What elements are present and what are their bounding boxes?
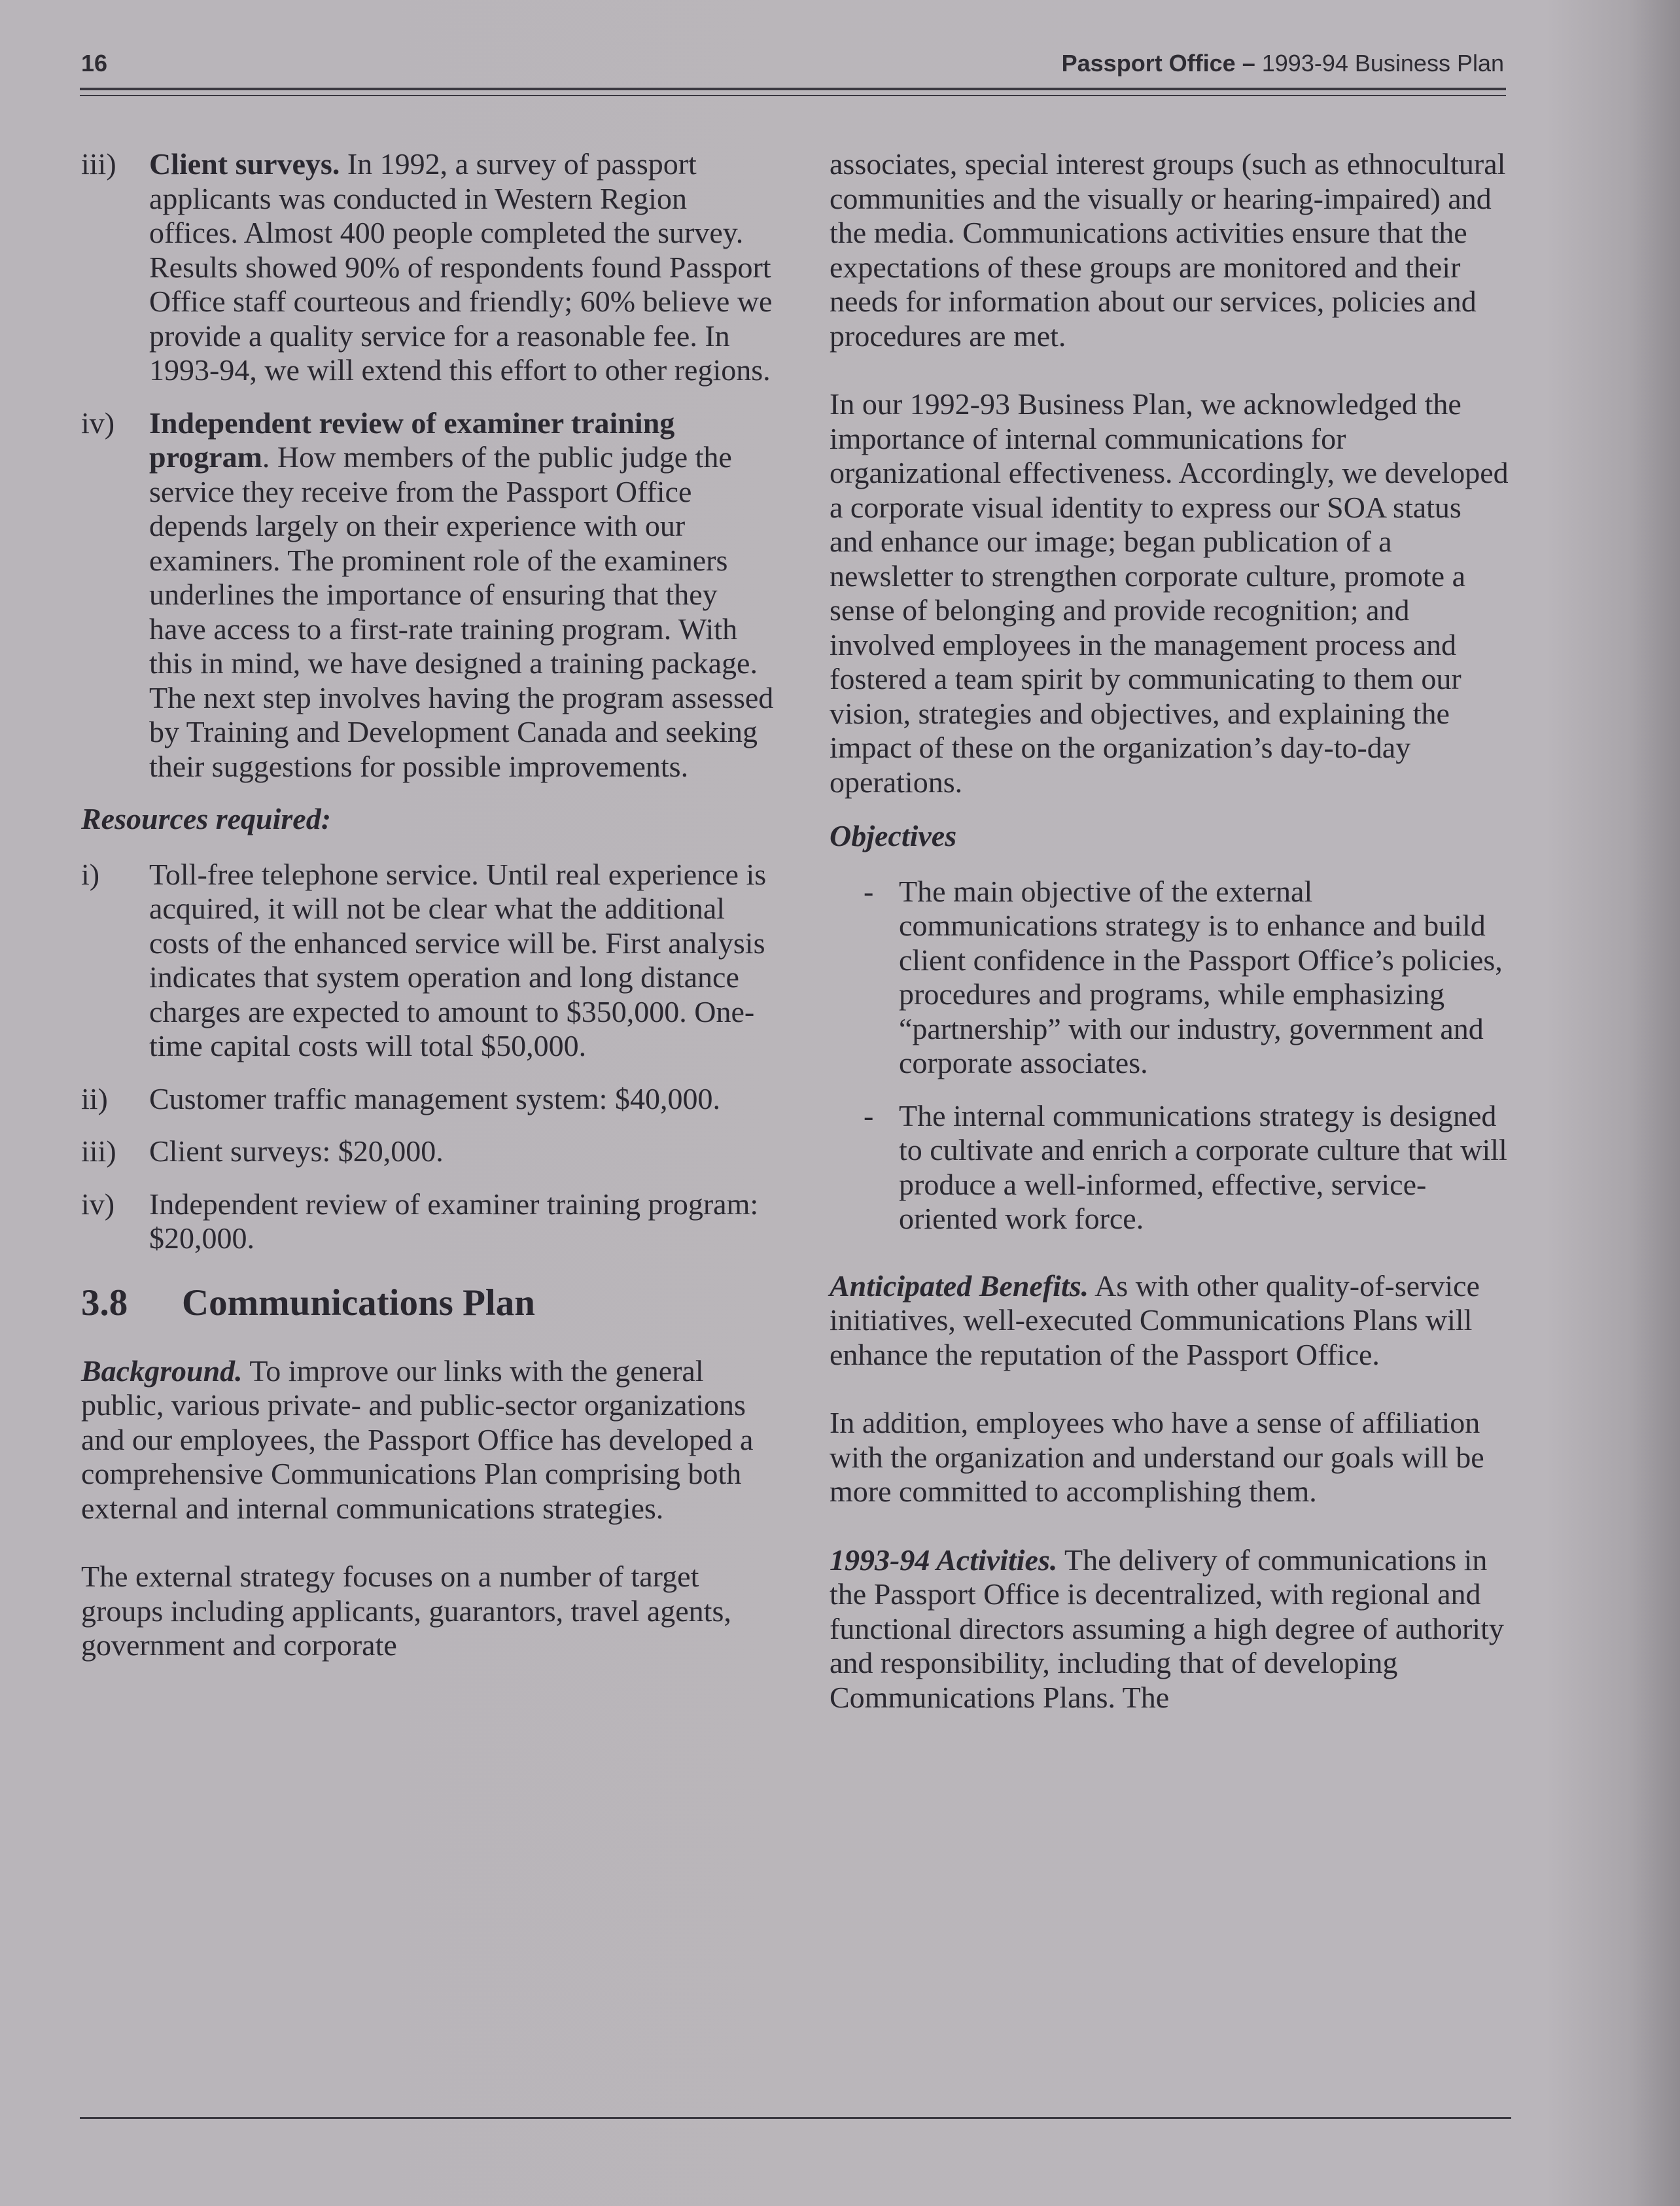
item-text: Customer traffic management system: $40,000. xyxy=(149,1081,720,1115)
background-text: To improve our links with the general public, various private- and public-sector organizations and our employees, the Passport Office has developed a comprehensive Communications Plan comprising both external and internal communications strategies. xyxy=(81,1354,754,1525)
resource-item xyxy=(81,1134,775,1169)
document-title xyxy=(1062,50,1504,77)
resource-item xyxy=(81,1082,775,1117)
objective-text: The internal communications strategy is designed to cultivate and enrich a corporate culture that will produce a well-informed, effective, service-oriented work force. xyxy=(899,1098,1507,1235)
activities-paragraph xyxy=(830,1543,1510,1715)
continuation-paragraph: associates, special interest groups (such as ethnocultural communities and the visually or hearing-impaired) and the media. Communications activities ensure that the expectations of these groups are monitored and their needs for information about our services, policies and procedures are met. xyxy=(830,147,1506,353)
list-item-client-surveys xyxy=(81,147,775,388)
left-column xyxy=(81,147,775,1663)
item-text: Toll-free telephone service. Until real experience is acquired, it will not be clear what the additional costs of the enhanced service will be. First analysis indicates that system operation and long distance charges are expected to amount to $350,000. One-time capital costs will total $50,000. xyxy=(149,857,767,1062)
benefits-text: As with other quality-of-service initiatives, well-executed Communications Plans will enhance the reputation of the Passport Office. xyxy=(830,1269,1480,1371)
item-text: . How members of the public judge the service they receive from the Passport Office depends largely on their experience with our examiners. The prominent role of the examiners underlines the importance of ensuring that they have access to a first-rate training program. With this in mind, we have designed a training package. The next step involves having the program assessed by Training and Development Canada and seeking their suggestions for possible improvements. xyxy=(149,440,774,783)
benefits-paragraph xyxy=(830,1269,1510,1373)
background-lead: Background. xyxy=(81,1354,243,1388)
header-rule-thin xyxy=(80,95,1506,96)
resource-item xyxy=(81,1187,775,1256)
item-lead: Client surveys. xyxy=(149,147,340,181)
header-rule-thick xyxy=(80,88,1506,90)
objectives-heading: Objectives xyxy=(830,819,957,852)
objective-text: The main objective of the external communications strategy is to enhance and build client confidence in the Passport Office’s policies, procedures and programs, while emphasizing “partnership” with our industry, government and corporate associates. xyxy=(899,874,1503,1079)
item-number: ii) xyxy=(81,1081,108,1115)
activities-text: The delivery of communications in the Passport Office is decentralized, with regional and functional directors assuming a high degree of authority and responsibility, including that of developing Communications Plans. The xyxy=(830,1543,1504,1714)
item-paragraph xyxy=(149,406,775,784)
item-number: iii) xyxy=(81,147,116,181)
item-number: i) xyxy=(81,857,100,891)
section-number: 3.8 xyxy=(81,1282,128,1323)
activities-lead: 1993-94 Activities. xyxy=(830,1543,1058,1577)
section-title: Communications Plan xyxy=(182,1282,535,1323)
addition-paragraph: In addition, employees who have a sense of affiliation with the organization and understand our goals will be more committed to accomplishing them. xyxy=(830,1406,1484,1508)
section-heading xyxy=(81,1282,775,1324)
item-number: iv) xyxy=(81,406,115,440)
item-number: iv) xyxy=(81,1187,115,1221)
objective-item xyxy=(830,875,1510,1081)
item-text: In 1992, a survey of passport applicants was conducted in Western Region offices. Almost 400 people completed the survey. Results showed 90% of respondents found Passport Office staff courteous and friendly; 60% believe we provide a quality service for a reasonable fee. In 1993-94, we will extend this effort to other regions. xyxy=(149,147,773,387)
page-number: 16 xyxy=(81,50,108,77)
running-header xyxy=(81,50,1504,82)
resources-heading: Resources required: xyxy=(81,802,332,835)
right-column xyxy=(830,147,1510,1715)
item-paragraph xyxy=(149,147,775,388)
bullet-dash: - xyxy=(864,1098,874,1132)
item-text: Client surveys: $20,000. xyxy=(149,1134,444,1168)
document-title-office: Passport Office – xyxy=(1061,50,1255,77)
item-text: Independent review of examiner training program: $20,000. xyxy=(149,1187,759,1255)
benefits-lead: Anticipated Benefits. xyxy=(830,1269,1089,1303)
item-number: iii) xyxy=(81,1134,116,1168)
resource-item xyxy=(81,858,775,1064)
item-lead: Independent review of examiner training program xyxy=(149,406,675,474)
internal-communications-paragraph: In our 1992-93 Business Plan, we acknowledged the importance of internal communications for organizational effectiveness. Accordingly, we developed a corporate visual identity to express our SOA status and enhance our image; began publication of a newsletter to strengthen corporate culture, promote a sense of belonging and provide recognition; and involved employees in the management process and fostered a team spirit by communicating to them our vision, strategies and objectives, and explaining the impact of these on the organization’s day-to-day operations. xyxy=(830,387,1509,799)
bullet-dash: - xyxy=(864,874,874,908)
objective-item xyxy=(830,1099,1510,1236)
footer-rule xyxy=(80,2117,1511,2119)
background-paragraph xyxy=(81,1354,775,1526)
external-strategy-paragraph: The external strategy focuses on a number of target groups including applicants, guarantors, travel agents, government and corporate xyxy=(81,1560,731,1662)
list-item-examiner-review xyxy=(81,406,775,784)
document-title-plan: 1993-94 Business Plan xyxy=(1261,50,1504,77)
